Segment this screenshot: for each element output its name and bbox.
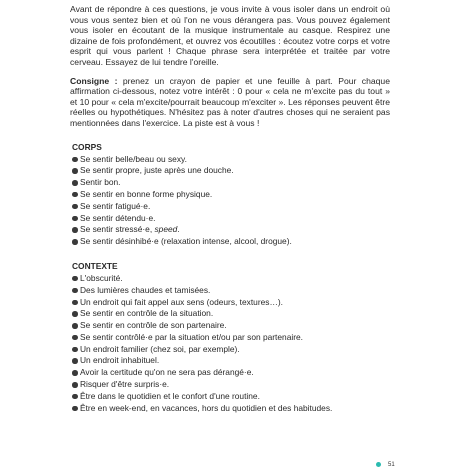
bullet-icon — [72, 335, 78, 341]
bullet-icon — [72, 347, 78, 353]
list-corps — [70, 154, 390, 248]
list-contexte — [70, 273, 390, 415]
list-item: Un endroit qui fait appel aux sens (odeurs, textures…). — [72, 297, 390, 309]
bullet-icon — [72, 276, 78, 282]
list-item: Se sentir désinhibé·e (relaxation intense, alcool, drogue). — [72, 236, 390, 248]
bullet-icon — [72, 394, 78, 400]
section-title-corps: CORPS — [72, 141, 102, 152]
list-item: Se sentir en contrôle de son partenaire. — [72, 320, 390, 332]
section-title-contexte: CONTEXTE — [72, 260, 118, 271]
list-item: Se sentir stressé·e, speed. — [72, 224, 390, 236]
bullet-icon — [72, 370, 78, 376]
bullet-icon — [72, 204, 78, 210]
bullet-icon — [72, 406, 78, 412]
list-item: Se sentir en bonne forme physique. — [72, 189, 390, 201]
bullet-icon — [72, 157, 78, 163]
page-content — [70, 4, 390, 414]
list-item: Des lumières chaudes et tamisées. — [72, 285, 390, 297]
list-item: Se sentir belle/beau ou sexy. — [72, 154, 390, 166]
bullet-icon — [72, 192, 78, 198]
list-item: Se sentir en contrôle de la situation. — [72, 308, 390, 320]
bullet-icon — [72, 311, 78, 317]
bullet-icon — [72, 323, 78, 329]
consigne-paragraph — [70, 76, 390, 129]
list-item: Un endroit familier (chez soi, par exemple). — [72, 344, 390, 356]
consigne-label: Consigne : — [70, 75, 118, 86]
bullet-icon — [72, 239, 78, 245]
list-item: Sentir bon. — [72, 177, 390, 189]
bullet-icon — [72, 300, 78, 306]
list-item: Se sentir détendu·e. — [72, 213, 390, 225]
list-item: Être en week-end, en vacances, hors du quotidien et des habitudes. — [72, 403, 390, 415]
bullet-icon — [72, 216, 78, 222]
consigne-text: prenez un crayon de papier et une feuille à part. Pour chaque affirmation ci-dessous, notez votre intérêt : 0 pour « cela ne m'excite pas du tout » et 10 pour « cela m'excite/pourrait beaucoup m'exciter ». Les réponses peuvent être réelles ou hypothétiques. N'hésitez pas à noter d'autres choses qui ne seraient pas mentionnées dans l'exercice. La piste est à vous ! — [70, 75, 390, 128]
bullet-icon — [72, 227, 78, 233]
list-item: Avoir la certitude qu'on ne sera pas dérangé·e. — [72, 367, 390, 379]
bullet-icon — [72, 382, 78, 388]
page-number: 51 — [388, 462, 395, 468]
list-item: L'obscurité. — [72, 273, 390, 285]
list-item: Se sentir propre, juste après une douche. — [72, 165, 390, 177]
list-item: Se sentir fatigué·e. — [72, 201, 390, 213]
bullet-icon — [72, 180, 78, 186]
list-item: Un endroit inhabituel. — [72, 355, 390, 367]
bullet-icon — [72, 358, 78, 364]
page-marker-dot-icon — [376, 462, 381, 467]
list-item: Se sentir contrôlé·e par la situation et/ou par son partenaire. — [72, 332, 390, 344]
list-item: Être dans le quotidien et le confort d'une routine. — [72, 391, 390, 403]
list-item: Risquer d'être surpris·e. — [72, 379, 390, 391]
bullet-icon — [72, 168, 78, 174]
intro-paragraph: Avant de répondre à ces questions, je vous invite à vous isoler dans un endroit où vous vous sentez bien et où l'on ne vous dérangera pas. Vous pouvez également vous isoler en écoutant de la musique instrumentale au casque. Respirez une dizaine de fois profondément, et ouvrez vos écoutilles : écoutez votre corps et votre esprit qui vous parlent ! Chaque phrase sera interprétée et traitée par votre cerveau. Essayez de lui tendre l'oreille. — [70, 4, 390, 67]
bullet-icon — [72, 288, 78, 294]
